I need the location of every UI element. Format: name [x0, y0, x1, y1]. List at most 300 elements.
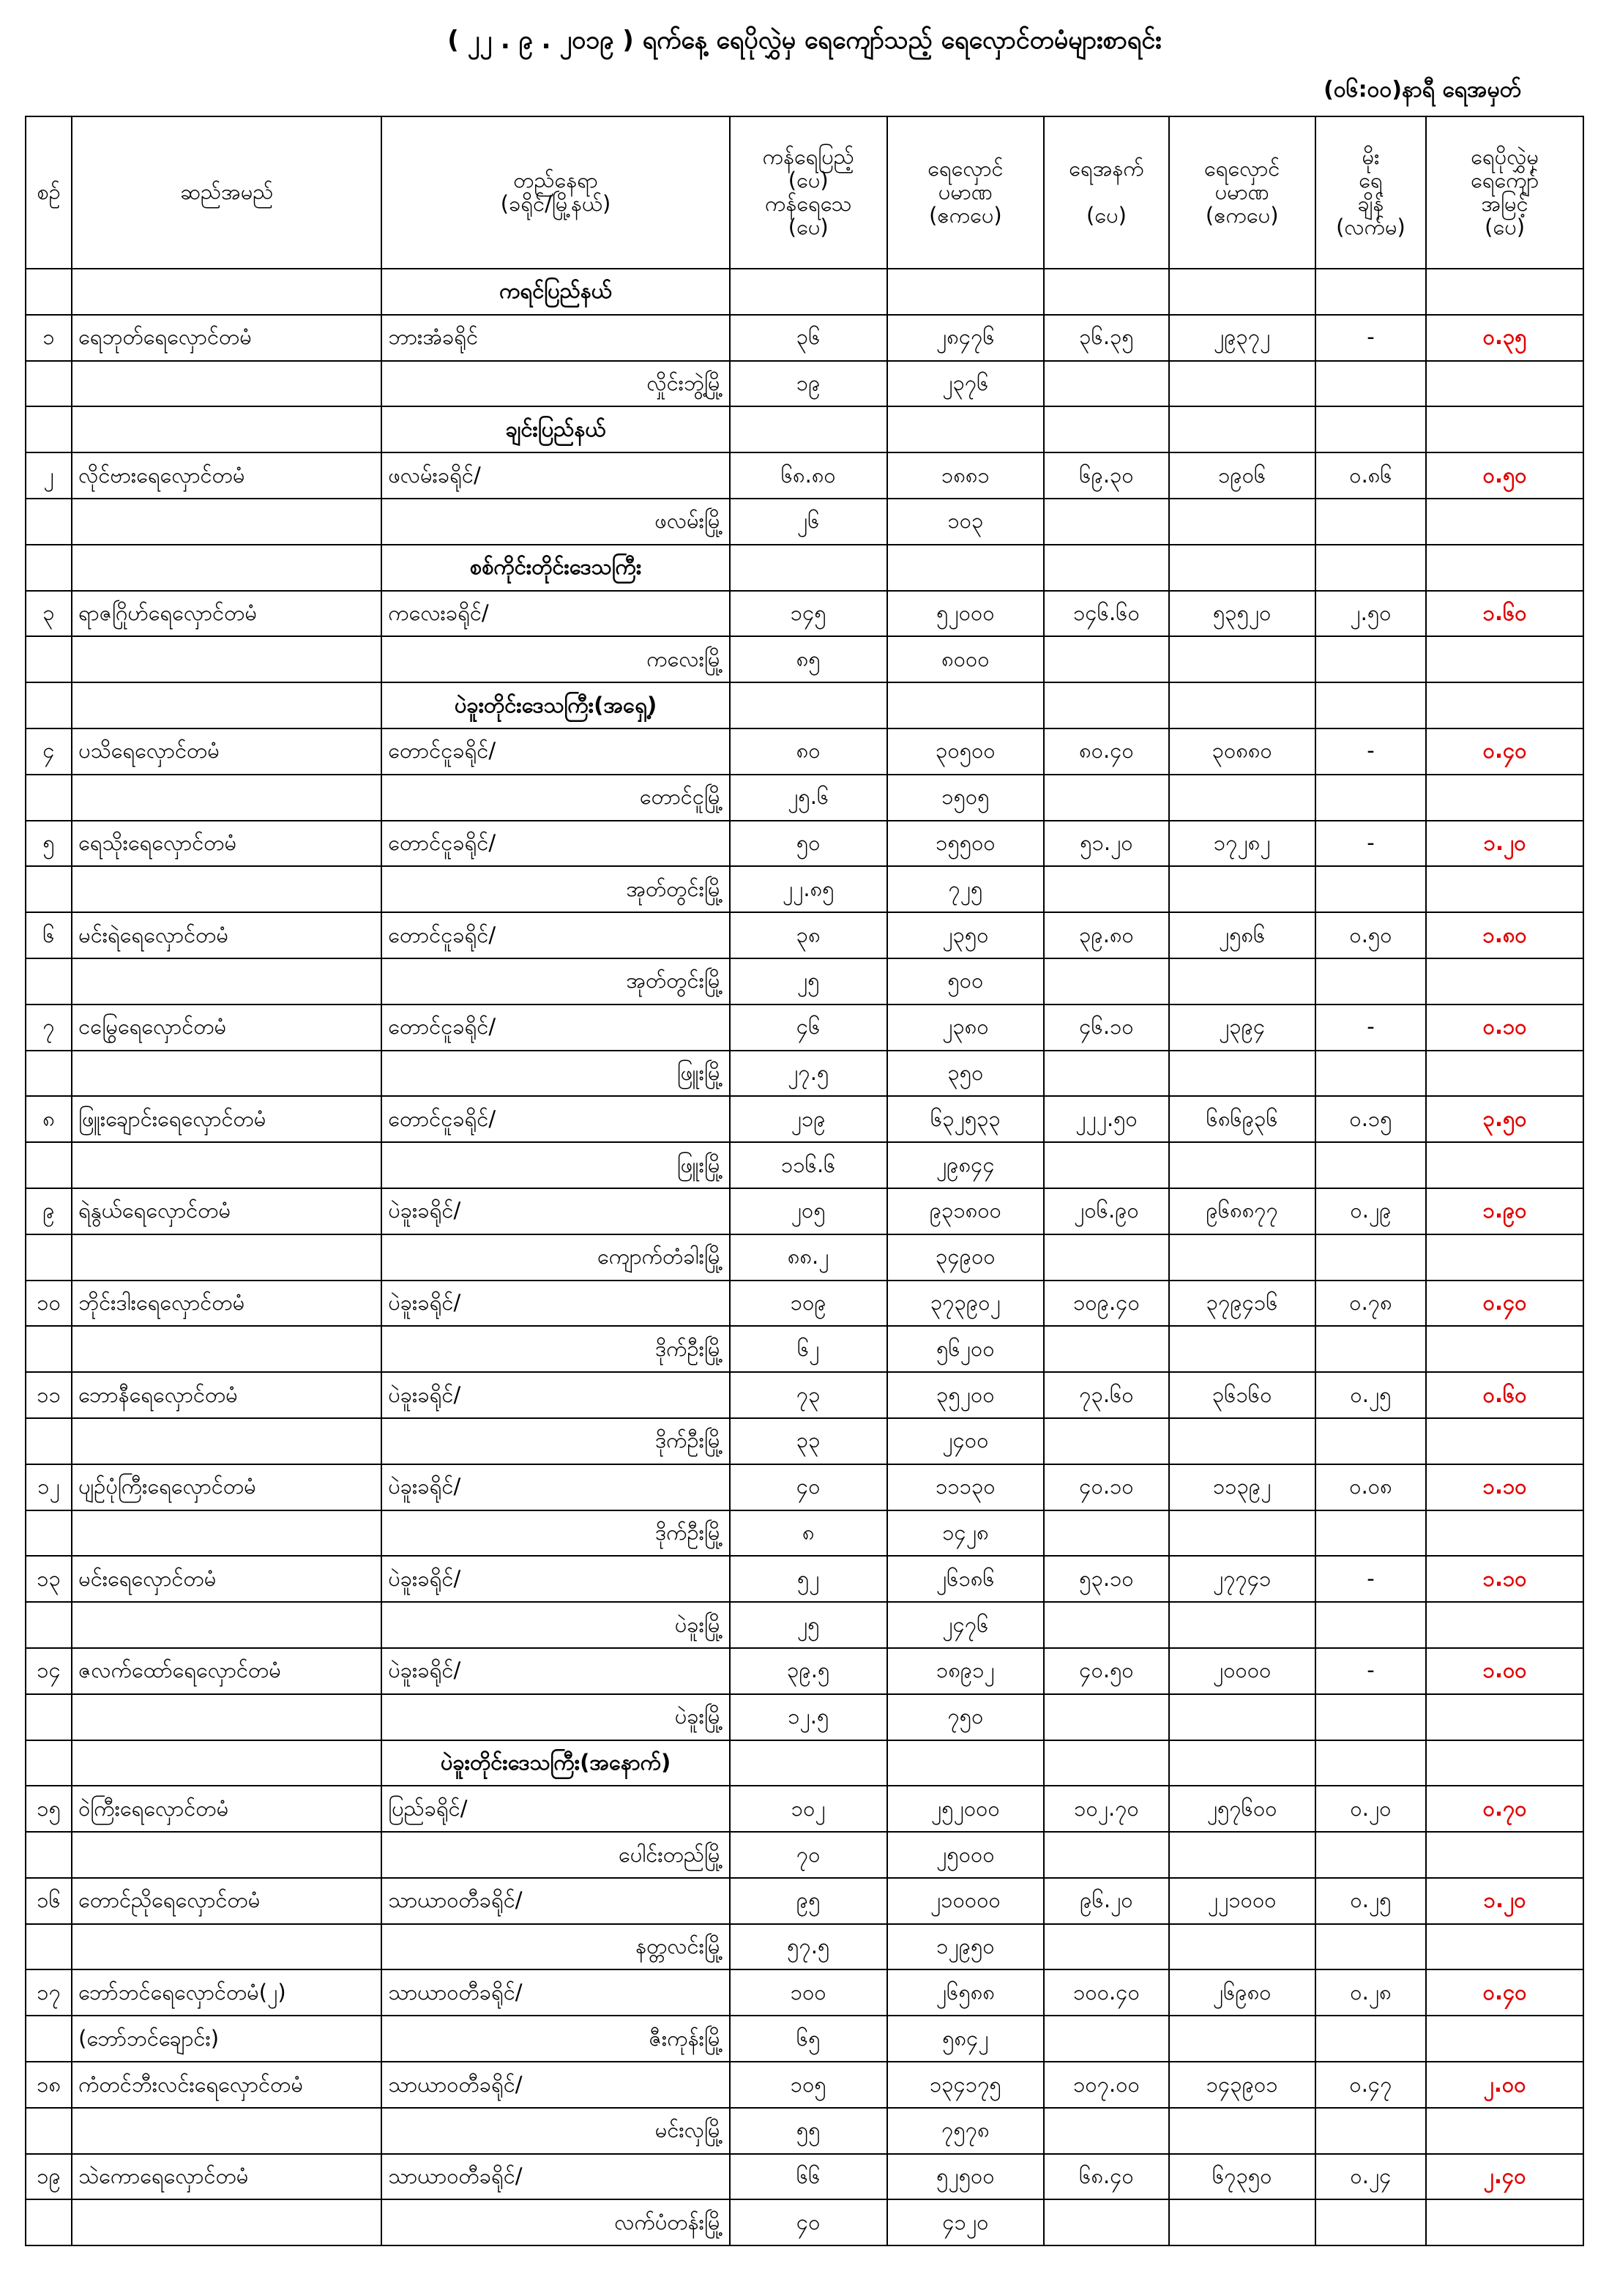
dead-storage: ၄၁၂၀ — [887, 2199, 1045, 2245]
empty-cell — [1315, 2016, 1427, 2062]
dam-alt-name — [72, 1142, 381, 1188]
empty-cell — [1044, 958, 1168, 1004]
full-level: ၅၀ — [730, 821, 887, 867]
dam-name: သဲကောရေလှောင်တမံ — [72, 2154, 381, 2200]
rainfall: - — [1315, 315, 1427, 361]
empty-cell — [26, 1510, 72, 1557]
overflow-height: ၀.၃၅ — [1426, 315, 1583, 361]
dead-storage: ၇၅၇၈ — [887, 2108, 1045, 2154]
dam-row — [26, 1556, 1583, 1602]
dead-level: ၆၅ — [730, 2016, 887, 2062]
dam-name: ဘောနီရေလှောင်တမံ — [72, 1372, 381, 1418]
dam-name: ဘော်ဘင်ရေလှောင်တမံ(၂) — [72, 1969, 381, 2016]
dead-storage: ၁၂၉၅၀ — [887, 1924, 1045, 1970]
township: လှိုင်းဘွဲ့မြို့ — [381, 361, 730, 407]
rainfall: ၀.၂၅ — [1315, 1878, 1427, 1924]
district: ပဲခူးခရိုင်/ — [381, 1372, 730, 1418]
dam-alt-name — [72, 866, 381, 912]
empty-cell — [1169, 1234, 1315, 1281]
empty-cell — [1315, 1924, 1427, 1970]
empty-cell — [1315, 1602, 1427, 1648]
rainfall: - — [1315, 728, 1427, 775]
dam-row-detail — [26, 1234, 1583, 1281]
water-depth: ၆၈.၄၀ — [1044, 2154, 1168, 2200]
dam-row — [26, 1096, 1583, 1142]
full-storage: ၂၅၂၀၀၀ — [887, 1786, 1045, 1832]
empty-cell — [1169, 682, 1315, 728]
district: တောင်ငူခရိုင်/ — [381, 912, 730, 958]
empty-cell — [1169, 269, 1315, 315]
full-level: ၅၂ — [730, 1556, 887, 1602]
water-depth: ၃၆.၃၅ — [1044, 315, 1168, 361]
empty-cell — [1169, 1051, 1315, 1097]
empty-cell — [1044, 1924, 1168, 1970]
dam-row — [26, 1281, 1583, 1327]
row-number: ၁၉ — [26, 2154, 72, 2200]
dead-level: ၈၅ — [730, 636, 887, 682]
empty-cell — [1426, 775, 1583, 821]
empty-cell — [72, 406, 381, 452]
rainfall: ၀.၁၅ — [1315, 1096, 1427, 1142]
empty-cell — [72, 269, 381, 315]
rainfall: ၀.၂၈ — [1315, 1969, 1427, 2016]
dam-alt-name — [72, 1051, 381, 1097]
dam-row-detail — [26, 1142, 1583, 1188]
dam-alt-name — [72, 1326, 381, 1372]
empty-cell — [887, 406, 1045, 452]
dam-table — [25, 116, 1584, 2246]
dam-row — [26, 1878, 1583, 1924]
dam-row-detail — [26, 866, 1583, 912]
empty-cell — [26, 361, 72, 407]
empty-cell — [1426, 361, 1583, 407]
header-dam-name: ဆည်အမည် — [72, 116, 381, 269]
dam-row — [26, 1188, 1583, 1234]
dead-storage: ၂၉၈၄၄ — [887, 1142, 1045, 1188]
dam-row — [26, 1969, 1583, 2016]
water-depth: ၃၉.၈၀ — [1044, 912, 1168, 958]
district: ပဲခူးခရိုင်/ — [381, 1188, 730, 1234]
dam-row — [26, 452, 1583, 499]
row-number: ၁၇ — [26, 1969, 72, 2016]
region-name: စစ်ကိုင်းတိုင်းဒေသကြီး — [381, 545, 730, 591]
township: ဒိုက်ဦးမြို့ — [381, 1326, 730, 1372]
row-number: ၂ — [26, 452, 72, 499]
water-depth: ၁၀၇.၀၀ — [1044, 2062, 1168, 2108]
empty-cell — [26, 958, 72, 1004]
empty-cell — [1044, 361, 1168, 407]
dam-name: ပျဉ်ပုံကြီးရေလှောင်တမံ — [72, 1464, 381, 1510]
current-storage: ၆၇၃၅၀ — [1169, 2154, 1315, 2200]
dead-level: ၂၅ — [730, 958, 887, 1004]
empty-cell — [1169, 406, 1315, 452]
dead-storage: ၁၅၀၅ — [887, 775, 1045, 821]
empty-cell — [1044, 499, 1168, 545]
header-depth: ရေအနက် (ပေ) — [1044, 116, 1168, 269]
township: နတ္တလင်းမြို့ — [381, 1924, 730, 1970]
empty-cell — [1426, 545, 1583, 591]
dam-row — [26, 315, 1583, 361]
empty-cell — [1426, 1051, 1583, 1097]
empty-cell — [1044, 1832, 1168, 1878]
full-level: ၉၅ — [730, 1878, 887, 1924]
dam-alt-name — [72, 2108, 381, 2154]
current-storage: ၅၃၅၂၀ — [1169, 591, 1315, 637]
full-level: ၁၄၅ — [730, 591, 887, 637]
full-storage: ၁၁၁၃၀ — [887, 1464, 1045, 1510]
empty-cell — [26, 1924, 72, 1970]
empty-cell — [26, 1694, 72, 1740]
empty-cell — [1169, 1510, 1315, 1557]
full-storage: ၅၂၀၀၀ — [887, 591, 1045, 637]
empty-cell — [1315, 1142, 1427, 1188]
dam-name: ဇလက်ထော်ရေလှောင်တမံ — [72, 1648, 381, 1694]
dam-alt-name: (ဘော်ဘင်ချောင်း) — [72, 2016, 381, 2062]
empty-cell — [887, 545, 1045, 591]
dam-row-detail — [26, 361, 1583, 407]
full-storage: ၃၇၃၉၀၂ — [887, 1281, 1045, 1327]
full-storage: ၉၃၁၈၀၀ — [887, 1188, 1045, 1234]
header-location: တည်နေရာ (ခရိုင်/မြို့နယ်) — [381, 116, 730, 269]
full-storage: ၂၃၈၀ — [887, 1004, 1045, 1051]
full-level: ၇၃ — [730, 1372, 887, 1418]
dam-name: ပသိရေလှောင်တမံ — [72, 728, 381, 775]
empty-cell — [730, 269, 887, 315]
full-level: ၃၈ — [730, 912, 887, 958]
dam-row-detail — [26, 636, 1583, 682]
rainfall: ၂.၅၀ — [1315, 591, 1427, 637]
full-storage: ၃၀၅၀၀ — [887, 728, 1045, 775]
empty-cell — [1169, 775, 1315, 821]
empty-cell — [1169, 1694, 1315, 1740]
empty-cell — [1315, 1740, 1427, 1786]
dam-alt-name — [72, 1694, 381, 1740]
dam-alt-name — [72, 1234, 381, 1281]
dam-row — [26, 821, 1583, 867]
dam-alt-name — [72, 1832, 381, 1878]
empty-cell — [26, 866, 72, 912]
empty-cell — [26, 1740, 72, 1786]
overflow-height: ၀.၆၀ — [1426, 1372, 1583, 1418]
dam-row-detail — [26, 2016, 1583, 2062]
dam-name: ငမြွေရေလှောင်တမံ — [72, 1004, 381, 1051]
region-name: ကရင်ပြည်နယ် — [381, 269, 730, 315]
dam-alt-name — [72, 361, 381, 407]
current-storage: ၂၀၀၀၀ — [1169, 1648, 1315, 1694]
empty-cell — [1044, 866, 1168, 912]
dam-row-detail — [26, 1326, 1583, 1372]
dead-storage: ၇၅၀ — [887, 1694, 1045, 1740]
full-storage: ၂၆၁၈၆ — [887, 1556, 1045, 1602]
current-storage: ၆၈၆၉၃၆ — [1169, 1096, 1315, 1142]
dead-storage: ၃၄၉၀၀ — [887, 1234, 1045, 1281]
dead-storage: ၃၅၀ — [887, 1051, 1045, 1097]
empty-cell — [1426, 1924, 1583, 1970]
empty-cell — [1044, 1602, 1168, 1648]
full-storage: ၁၈၈၁ — [887, 452, 1045, 499]
overflow-height: ၀.၄၀ — [1426, 1281, 1583, 1327]
row-number: ၃ — [26, 591, 72, 637]
rainfall: ၀.၂၀ — [1315, 1786, 1427, 1832]
district: သာယာဝတီခရိုင်/ — [381, 1878, 730, 1924]
full-level: ၈၀ — [730, 728, 887, 775]
region-name: ချင်းပြည်နယ် — [381, 406, 730, 452]
empty-cell — [1169, 2108, 1315, 2154]
empty-cell — [1044, 1740, 1168, 1786]
empty-cell — [72, 545, 381, 591]
dam-alt-name — [72, 1924, 381, 1970]
dead-level: ၈၈.၂ — [730, 1234, 887, 1281]
header-row — [26, 116, 1583, 269]
dam-row — [26, 1786, 1583, 1832]
empty-cell — [1426, 499, 1583, 545]
overflow-height: ၁.၁၀ — [1426, 1556, 1583, 1602]
row-number: ၁၆ — [26, 1878, 72, 1924]
full-storage: ၂၈၄၇၆ — [887, 315, 1045, 361]
dead-level: ၅၇.၅ — [730, 1924, 887, 1970]
empty-cell — [26, 269, 72, 315]
township: ဖြူးမြို့ — [381, 1142, 730, 1188]
empty-cell — [1315, 1832, 1427, 1878]
full-level: ၃၆ — [730, 315, 887, 361]
overflow-height: ၂.၀၀ — [1426, 2062, 1583, 2108]
district: ဘားအံခရိုင် — [381, 315, 730, 361]
empty-cell — [26, 682, 72, 728]
row-number: ၁၈ — [26, 2062, 72, 2108]
empty-cell — [26, 1832, 72, 1878]
empty-cell — [26, 545, 72, 591]
empty-cell — [1044, 1234, 1168, 1281]
dead-level: ၈ — [730, 1510, 887, 1557]
empty-cell — [1315, 775, 1427, 821]
empty-cell — [1044, 1326, 1168, 1372]
overflow-height: ၀.၁၀ — [1426, 1004, 1583, 1051]
empty-cell — [1044, 406, 1168, 452]
empty-cell — [1044, 636, 1168, 682]
page-title: ( ၂၂ . ၉ . ၂၀၁၉ ) ရက်နေ့ ရေပိုလွှဲမှ ရေကျော်သည့် ရေလှောင်တမံများစာရင်း — [447, 26, 1162, 55]
empty-cell — [1426, 2108, 1583, 2154]
dam-row-detail — [26, 1418, 1583, 1464]
empty-cell — [1426, 682, 1583, 728]
empty-cell — [26, 1234, 72, 1281]
water-depth: ၁၀၂.၇၀ — [1044, 1786, 1168, 1832]
full-storage: ၁၈၉၁၂ — [887, 1648, 1045, 1694]
current-storage: ၁၉၀၆ — [1169, 452, 1315, 499]
full-storage: ၃၅၂၀၀ — [887, 1372, 1045, 1418]
empty-cell — [1315, 1510, 1427, 1557]
empty-cell — [1169, 1418, 1315, 1464]
dead-level: ၂၅.၆ — [730, 775, 887, 821]
full-level: ၄၆ — [730, 1004, 887, 1051]
empty-cell — [1315, 2108, 1427, 2154]
dam-name: ဖြူးချောင်းရေလှောင်တမံ — [72, 1096, 381, 1142]
dam-name: ဝဲကြီးရေလှောင်တမံ — [72, 1786, 381, 1832]
district: ကလေးခရိုင်/ — [381, 591, 730, 637]
overflow-height: ၁.၂၀ — [1426, 1878, 1583, 1924]
empty-cell — [1169, 2199, 1315, 2245]
overflow-height: ၁.၆၀ — [1426, 591, 1583, 637]
district: ပဲခူးခရိုင်/ — [381, 1556, 730, 1602]
empty-cell — [1426, 1832, 1583, 1878]
empty-cell — [1315, 1418, 1427, 1464]
empty-cell — [26, 775, 72, 821]
dead-storage: ၂၄၀၀ — [887, 1418, 1045, 1464]
dam-row — [26, 728, 1583, 775]
empty-cell — [1426, 1602, 1583, 1648]
row-number: ၁၁ — [26, 1372, 72, 1418]
overflow-height: ၀.၇၀ — [1426, 1786, 1583, 1832]
dam-alt-name — [72, 958, 381, 1004]
full-level: ၃၉.၅ — [730, 1648, 887, 1694]
dam-alt-name — [72, 636, 381, 682]
dead-level: ၄၀ — [730, 2199, 887, 2245]
full-level: ၁၀၀ — [730, 1969, 887, 2016]
empty-cell — [1426, 1326, 1583, 1372]
header-storage: ရေလှောင် ပမာဏ (ဧကပေ) — [887, 116, 1045, 269]
dam-row — [26, 1372, 1583, 1418]
dead-storage: ၁၄၂၈ — [887, 1510, 1045, 1557]
header-no: စဉ် — [26, 116, 72, 269]
empty-cell — [1426, 2016, 1583, 2062]
dead-storage: ၇၂၅ — [887, 866, 1045, 912]
current-storage: ၃၇၉၄၁၆ — [1169, 1281, 1315, 1327]
region-name: ပဲခူးတိုင်းဒေသကြီး(အနောက်) — [381, 1740, 730, 1786]
current-storage: ၃၆၁၆၀ — [1169, 1372, 1315, 1418]
empty-cell — [1315, 958, 1427, 1004]
region-row — [26, 1740, 1583, 1786]
overflow-height: ၂.၄၀ — [1426, 2154, 1583, 2200]
row-number: ၁၄ — [26, 1648, 72, 1694]
dam-alt-name — [72, 1510, 381, 1557]
empty-cell — [1315, 1234, 1427, 1281]
rainfall: ၀.၄၇ — [1315, 2062, 1427, 2108]
dam-row — [26, 1004, 1583, 1051]
township: အုတ်တွင်းမြို့ — [381, 958, 730, 1004]
township: ဖလမ်းမြို့ — [381, 499, 730, 545]
rainfall: - — [1315, 1004, 1427, 1051]
water-depth: ၁၀၀.၄၀ — [1044, 1969, 1168, 2016]
empty-cell — [1426, 958, 1583, 1004]
water-depth: ၄၀.၁၀ — [1044, 1464, 1168, 1510]
empty-cell — [1044, 775, 1168, 821]
water-depth: ၁၀၉.၄၀ — [1044, 1281, 1168, 1327]
district: ပဲခူးခရိုင်/ — [381, 1281, 730, 1327]
row-number: ၇ — [26, 1004, 72, 1051]
empty-cell — [1169, 1602, 1315, 1648]
dead-storage: ၅၈၄၂ — [887, 2016, 1045, 2062]
empty-cell — [26, 1142, 72, 1188]
dam-row — [26, 1648, 1583, 1694]
dead-storage: ၁၀၃ — [887, 499, 1045, 545]
dam-alt-name — [72, 775, 381, 821]
empty-cell — [1169, 361, 1315, 407]
current-storage: ၂၆၉၈၀ — [1169, 1969, 1315, 2016]
full-level: ၁၀၂ — [730, 1786, 887, 1832]
empty-cell — [1426, 866, 1583, 912]
overflow-height: ၁.၀၀ — [1426, 1648, 1583, 1694]
overflow-height: ၁.၈၀ — [1426, 912, 1583, 958]
township: တောင်ငူမြို့ — [381, 775, 730, 821]
empty-cell — [1169, 958, 1315, 1004]
dam-name: ရေသိုးရေလှောင်တမံ — [72, 821, 381, 867]
dead-storage: ၂၃၇၆ — [887, 361, 1045, 407]
dam-alt-name — [72, 2199, 381, 2245]
current-storage: ၂၂၁၀၀၀ — [1169, 1878, 1315, 1924]
empty-cell — [1315, 499, 1427, 545]
district: တောင်ငူခရိုင်/ — [381, 1004, 730, 1051]
header-overflow: ရေပိုလွှဲမှ ရေကျော် အမြင့် (ပေ) — [1426, 116, 1583, 269]
empty-cell — [1169, 2016, 1315, 2062]
empty-cell — [26, 499, 72, 545]
district: ပဲခူးခရိုင်/ — [381, 1464, 730, 1510]
empty-cell — [26, 406, 72, 452]
overflow-height: ၁.၁၀ — [1426, 1464, 1583, 1510]
dam-alt-name — [72, 1418, 381, 1464]
empty-cell — [1169, 1740, 1315, 1786]
current-storage: ၂၅၇၆၀၀ — [1169, 1786, 1315, 1832]
dam-name: တောင်ညိုရေလှောင်တမံ — [72, 1878, 381, 1924]
water-depth: ၁၄၆.၆၀ — [1044, 591, 1168, 637]
rainfall: - — [1315, 1556, 1427, 1602]
dam-row — [26, 2154, 1583, 2200]
empty-cell — [1426, 636, 1583, 682]
current-storage: ၂၃၉၄ — [1169, 1004, 1315, 1051]
rainfall: ၀.၀၈ — [1315, 1464, 1427, 1510]
rainfall: ၀.၂၅ — [1315, 1372, 1427, 1418]
township: အုတ်တွင်းမြို့ — [381, 866, 730, 912]
current-storage: ၃၀၈၈၀ — [1169, 728, 1315, 775]
dead-level: ၂၇.၅ — [730, 1051, 887, 1097]
rainfall: ၀.၂၉ — [1315, 1188, 1427, 1234]
empty-cell — [887, 682, 1045, 728]
overflow-height: ၀.၄၀ — [1426, 1969, 1583, 2016]
dead-level: ၃၃ — [730, 1418, 887, 1464]
township: ဒိုက်ဦးမြို့ — [381, 1510, 730, 1557]
row-number: ၅ — [26, 821, 72, 867]
township: ပဲခူးမြို့ — [381, 1694, 730, 1740]
empty-cell — [887, 269, 1045, 315]
empty-cell — [1426, 269, 1583, 315]
dam-row-detail — [26, 1924, 1583, 1970]
dam-row — [26, 2062, 1583, 2108]
water-depth: ၂၂၂.၅၀ — [1044, 1096, 1168, 1142]
current-storage: ၂၉၃၇၂ — [1169, 315, 1315, 361]
township: လက်ပံတန်းမြို့ — [381, 2199, 730, 2245]
full-level: ၂၁၉ — [730, 1096, 887, 1142]
empty-cell — [1315, 636, 1427, 682]
township: ကျောက်တံခါးမြို့ — [381, 1234, 730, 1281]
empty-cell — [1315, 2199, 1427, 2245]
current-storage: ၁၇၂၈၂ — [1169, 821, 1315, 867]
current-storage: ၂၇၇၄၁ — [1169, 1556, 1315, 1602]
empty-cell — [1044, 545, 1168, 591]
water-depth: ၅၃.၁၀ — [1044, 1556, 1168, 1602]
empty-cell — [887, 1740, 1045, 1786]
township: ကလေးမြို့ — [381, 636, 730, 682]
row-number: ၁ — [26, 315, 72, 361]
row-number: ၁၃ — [26, 1556, 72, 1602]
empty-cell — [1315, 1051, 1427, 1097]
full-storage: ၂၃၅၀ — [887, 912, 1045, 958]
row-number: ၁၅ — [26, 1786, 72, 1832]
full-level: ၁၀၅ — [730, 2062, 887, 2108]
empty-cell — [26, 1326, 72, 1372]
district: တောင်ငူခရိုင်/ — [381, 1096, 730, 1142]
row-number: ၄ — [26, 728, 72, 775]
district: ဖလမ်းခရိုင်/ — [381, 452, 730, 499]
empty-cell — [1426, 1740, 1583, 1786]
water-depth: ၇၃.၆၀ — [1044, 1372, 1168, 1418]
